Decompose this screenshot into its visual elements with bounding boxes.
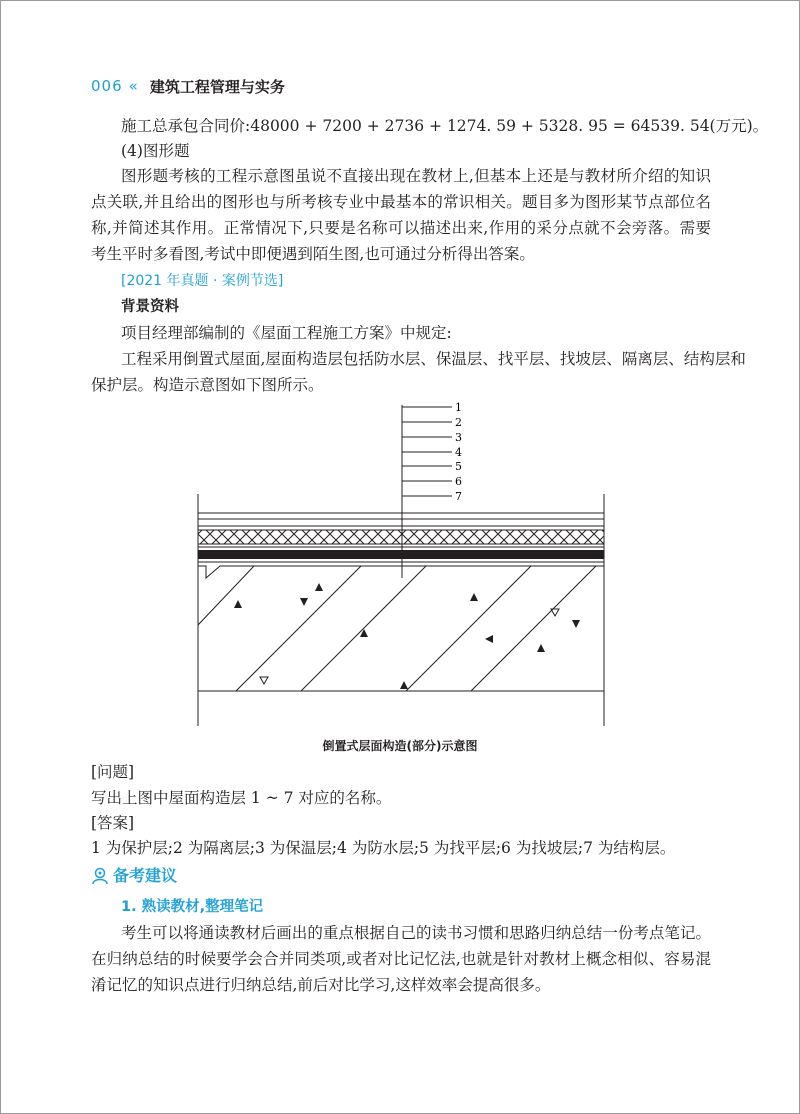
chevron-icon: « <box>128 77 138 95</box>
exam-tag: [2021 年真题 · 案例节选] <box>121 273 284 289</box>
paragraph-line: 图形题考核的工程示意图虽说不直接出现在教材上,但基本上还是与教材所介绍的知识 <box>121 167 711 185</box>
background-line: 项目经理部编制的《屋面工程施工方案》中规定: <box>121 324 452 342</box>
subheading-graphic-question: (4)图形题 <box>121 142 190 160</box>
layer-label-1: 1 <box>455 401 462 414</box>
slab-hatching <box>198 566 596 691</box>
paragraph-line: 在归纳总结的时候要学会合并同类项,或者对比记忆法,也就是针对教材上概念相似、容易混 <box>91 950 711 968</box>
paragraph-line: 考生可以将通读教材后画出的重点根据自己的读书习惯和思路归纳总结一份考点笔记。 <box>121 924 711 942</box>
waterproof-layer <box>198 550 604 559</box>
background-label: 背景资料 <box>121 299 179 315</box>
figure-caption: 倒置式层面构造(部分)示意图 <box>322 739 478 753</box>
answer-text: 1 为保护层;2 为隔离层;3 为保温层;4 为防水层;5 为找平层;6 为找坡层;7 为结构层。 <box>91 839 676 857</box>
layer-label-2: 2 <box>455 416 462 429</box>
question-label: [问题] <box>91 763 135 781</box>
layer-label-3: 3 <box>455 431 462 444</box>
aggregate-symbols <box>234 583 580 689</box>
layer-label-5: 5 <box>455 460 462 473</box>
paragraph-line: 点关联,并且给出的图形也与所考核专业中最基本的常识相关。题目多为图形某节点部位名 <box>91 193 711 211</box>
insulation-layer <box>198 530 604 544</box>
slab-top-line <box>198 566 604 578</box>
paragraph-line: 淆记忆的知识点进行归纳总结,前后对比学习,这样效率会提高很多。 <box>91 976 551 994</box>
section-title: 备考建议 <box>113 866 178 885</box>
background-line: 工程采用倒置式屋面,屋面构造层包括防水层、保温层、找平层、找坡层、隔离层、结构层和 <box>121 350 746 368</box>
subsection-title: 1. 熟读教材,整理笔记 <box>121 899 264 915</box>
book-title: 建筑工程管理与实务 <box>149 77 285 96</box>
layer-label-4: 4 <box>455 446 462 459</box>
paragraph-line: 称,并简述其作用。正常情况下,只要是名称可以描述出来,作用的采分点就不会旁落。需要 <box>91 219 711 237</box>
background-line: 保护层。构造示意图如下图所示。 <box>91 376 324 394</box>
layer-label-7: 7 <box>455 490 462 503</box>
advice-icon <box>91 867 109 885</box>
total-price-line: 施工总承包合同价:48000 + 7200 + 2736 + 1274. 59 + 5328. 95 = 64539. 54(万元)。 <box>121 117 769 135</box>
paragraph-line: 考生平时多看图,考试中即便遇到陌生图,也可通过分析得出答案。 <box>91 245 535 263</box>
answer-label: [答案] <box>91 814 135 832</box>
question-text: 写出上图中屋面构造层 1 ~ 7 对应的名称。 <box>91 789 392 807</box>
page-number: 006 <box>91 77 123 95</box>
layer-label-6: 6 <box>455 475 462 488</box>
